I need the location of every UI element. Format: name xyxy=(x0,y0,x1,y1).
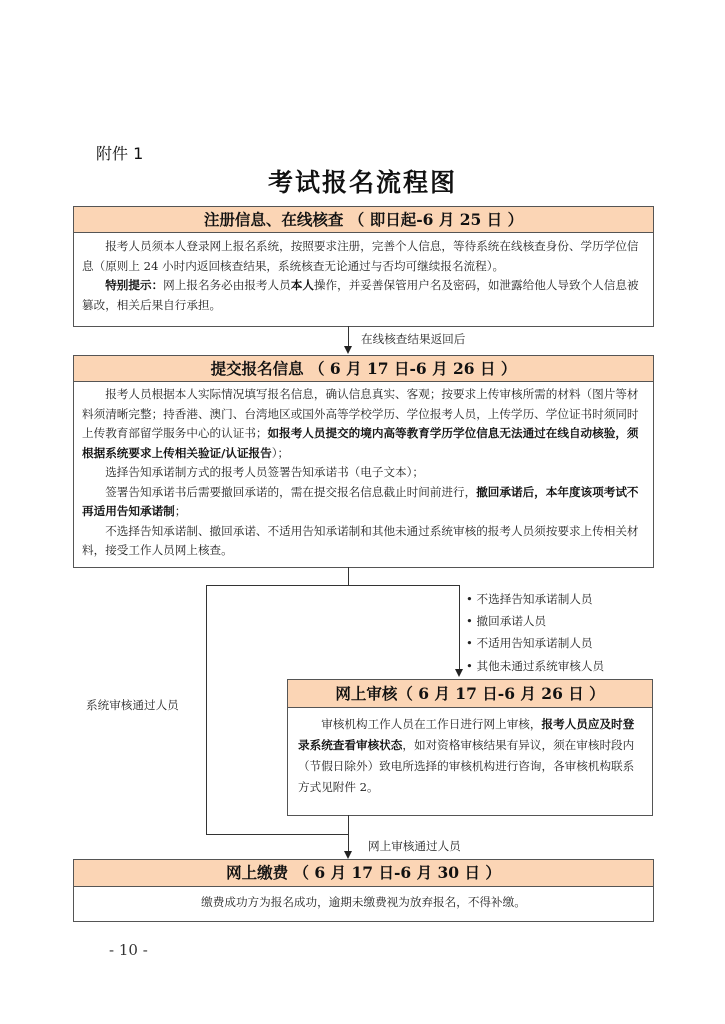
step-review-body xyxy=(288,708,652,798)
arrow1-label: 在线核查结果返回后 xyxy=(361,332,466,346)
step-register-notice xyxy=(82,276,645,315)
system-verified-label: 系统审核通过人员 xyxy=(86,698,179,712)
merge-bottom-line xyxy=(206,834,349,835)
page-title: 考试报名流程图 xyxy=(267,168,457,197)
unverified-persons-list xyxy=(466,588,604,677)
list-item: • 不选择告知承诺制人员 xyxy=(466,588,604,610)
attachment-label: 附件 1 xyxy=(96,144,144,163)
withdraw-text-a: 签署告知承诺书后需要撤回承诺的，需在提交报名信息截止时间前进行， xyxy=(105,484,477,499)
notice-label: 特别提示： xyxy=(105,278,164,292)
review-text-bold: 报考人员应及时登录系统查看审核状态 xyxy=(298,717,635,752)
step-register-header: 注册信息、在线核查 （ 即日起-6 月 25 日 ） xyxy=(74,207,653,233)
step-payment-body xyxy=(74,887,653,913)
list-item: • 撤回承诺人员 xyxy=(466,610,604,632)
arrow2-line xyxy=(348,815,349,853)
step-review-text xyxy=(298,714,642,798)
list-item: • 不适用告知承诺制人员 xyxy=(466,632,604,654)
page-number: - 10 - xyxy=(109,941,148,959)
step-submit-text-4: 不选择告知承诺制、撤回承诺、不适用告知承诺制和其他未通过系统审核的报考人员须按要求上传相关材料，接受工作人员网上核查。 xyxy=(82,523,639,557)
arrow2-head-icon xyxy=(344,851,352,859)
branch-stem-line xyxy=(348,567,349,585)
review-text-a: 审核机构工作人员在工作日进行网上审核， xyxy=(321,717,542,731)
step-payment-text: 缴费成功方为报名成功，逾期未缴费视为放弃报名，不得补缴。 xyxy=(201,895,526,909)
step-submit-text-2: 选择告知承诺制方式的报考人员签署告知承诺书（电子文本）； xyxy=(105,465,425,479)
notice-text-bold: 本人 xyxy=(290,278,314,292)
branch-right-line xyxy=(459,585,460,670)
branch-left-line xyxy=(206,585,207,835)
step-payment-header: 网上缴费 （ 6 月 17 日-6 月 30 日 ） xyxy=(74,860,653,887)
step-review-box xyxy=(287,679,653,816)
submit-text-b: ）； xyxy=(271,445,290,460)
step-submit-body xyxy=(74,382,653,561)
step-register-box xyxy=(73,206,654,327)
step-submit-box xyxy=(73,355,654,568)
notice-text-a: 网上报名务必由报考人员 xyxy=(163,278,291,292)
branch-horizontal-line xyxy=(206,585,460,586)
review-text-b: ，如对资格审核结果有异议，须在审核时段内（节假日除外）致电所选择的审核机构进行咨询，各审核机构联系方式见附件 2。 xyxy=(298,738,635,794)
arrow2-label: 网上审核通过人员 xyxy=(368,839,461,853)
arrow1-head-icon xyxy=(344,346,352,354)
step-payment-box xyxy=(73,859,654,922)
withdraw-text-bold: 撤回承诺后，本年度该项考试不再适用告知承诺制 xyxy=(82,484,639,518)
withdraw-text-b: ； xyxy=(174,504,187,518)
submit-text-bold: 如报考人员提交的境内高等教育学历学位信息无法通过在线自动核验，须根据系统要求上传相关验证/认证报告 xyxy=(82,426,639,460)
list-item: • 其他未通过系统审核人员 xyxy=(466,655,604,677)
step-register-body xyxy=(74,233,653,315)
arrow1-line xyxy=(348,326,349,348)
step-register-text: 报考人员须本人登录网上报名系统，按照要求注册，完善个人信息，等待系统在线核查身份、学历学位信息（原则上 24 小时内返回核查结果，系统核查无论通过与否均可继续报名流程）。 xyxy=(82,239,639,273)
step-submit-text-3 xyxy=(82,483,645,522)
submit-text-a: 报考人员根据本人实际情况填写报名信息，确认信息真实、客观；按要求上传审核所需的材料（图片等材料须清晰完整；持香港、澳门、台湾地区或国外高等学校学历、学位报考人员，上传学历、学位证书时须同时上传教育部留学服务中心的认证书； xyxy=(82,387,639,440)
step-submit-header: 提交报名信息 （ 6 月 17 日-6 月 26 日 ） xyxy=(74,356,653,382)
branch-right-arrow-icon xyxy=(455,669,463,677)
notice-text-b: 操作，并妥善保管用户名及密码，如泄露给他人导致个人信息被篡改，相关后果自行承担。 xyxy=(82,278,639,312)
step-review-header: 网上审核（ 6 月 17 日-6 月 26 日 ） xyxy=(288,680,652,708)
step-submit-text-1 xyxy=(82,385,645,463)
